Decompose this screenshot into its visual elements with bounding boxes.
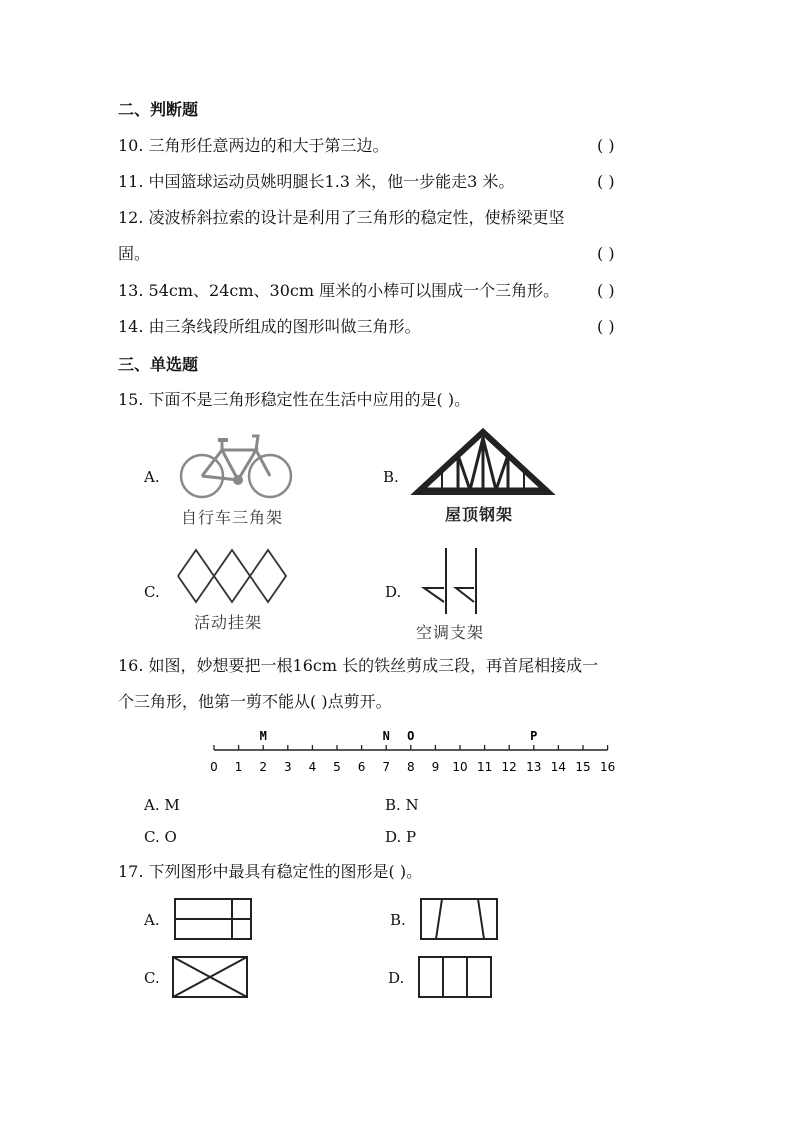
rect-trapezoid-shape-icon xyxy=(420,898,498,940)
question-17: 17. 下列图形中最具有稳定性的图形是( )。 xyxy=(118,862,423,881)
ruler-tick-label: 16 xyxy=(599,760,616,774)
ruler-tick-label: 1 xyxy=(234,760,243,774)
ruler-tick-label: 7 xyxy=(382,760,391,774)
question-14: 14. 由三条线段所组成的图形叫做三角形。 xyxy=(118,317,421,336)
ruler-tick-label: 8 xyxy=(406,760,415,774)
q17-option-d[interactable]: D. xyxy=(388,969,405,987)
q15-option-d[interactable]: D. xyxy=(385,583,402,601)
question-13: 13. 54cm、24cm、30cm 厘米的小棒可以围成一个三角形。 xyxy=(118,281,560,300)
ruler-point-n: N xyxy=(382,729,390,743)
question-11: 11. 中国篮球运动员姚明腿长1.3 米，他一步能走3 米。 xyxy=(118,172,515,191)
q15-caption-a: 自行车三角架 xyxy=(181,508,284,527)
question-12: 12. 凌波桥斜拉索的设计是利用了三角形的稳定性，使桥梁更坚 xyxy=(118,208,565,227)
ac-bracket-icon xyxy=(418,546,484,616)
q16-option-a[interactable]: A. M xyxy=(144,796,180,814)
q15-option-c[interactable]: C. xyxy=(144,583,160,601)
q15-caption-c: 活动挂架 xyxy=(194,613,263,632)
q16-option-b[interactable]: B. N xyxy=(385,796,419,814)
ruler-tick-label: 6 xyxy=(357,760,366,774)
question-16-line-2: 个三角形，他第一剪不能从( )点剪开。 xyxy=(118,692,392,711)
ruler-tick-label: 0 xyxy=(210,760,218,774)
question-16-line-1: 16. 如图，妙想要把一根16cm 长的铁丝剪成三段，再首尾相接成一 xyxy=(118,656,599,675)
section-title-judgement: 二、判断题 xyxy=(118,100,199,119)
ruler-tick-label: 5 xyxy=(333,760,341,774)
rect-grid-shape-icon xyxy=(174,898,252,940)
ruler-tick-label: 2 xyxy=(259,760,268,774)
q15-caption-b: 屋顶钢架 xyxy=(445,505,514,524)
answer-paren-11[interactable]: ( ) xyxy=(597,172,615,191)
ruler-tick-label: 13 xyxy=(526,760,542,774)
ruler-tick-label: 10 xyxy=(452,760,468,774)
rect-columns-shape-icon xyxy=(418,956,492,998)
section-title-single-choice: 三、单选题 xyxy=(118,355,199,374)
folding-rack-icon xyxy=(176,548,290,606)
q17-option-b[interactable]: B. xyxy=(390,911,406,929)
ruler-point-o: O xyxy=(407,729,415,743)
q17-option-a[interactable]: A. xyxy=(144,911,160,929)
answer-paren-10[interactable]: ( ) xyxy=(597,136,615,155)
answer-paren-13[interactable]: ( ) xyxy=(597,281,615,300)
question-15: 15. 下面不是三角形稳定性在生活中应用的是( )。 xyxy=(118,390,471,409)
ruler-point-p: P xyxy=(530,729,538,743)
ruler-tick-label: 15 xyxy=(575,760,591,774)
q15-option-b[interactable]: B. xyxy=(383,468,399,486)
q17-option-c[interactable]: C. xyxy=(144,969,160,987)
number-ruler xyxy=(200,726,620,778)
answer-paren-14[interactable]: ( ) xyxy=(597,317,615,336)
question-12-continued: 固。 xyxy=(118,244,151,263)
q16-option-d[interactable]: D. P xyxy=(385,828,417,846)
ruler-tick-label: 11 xyxy=(476,760,493,774)
roof-truss-icon xyxy=(414,428,552,498)
q15-option-a[interactable]: A. xyxy=(144,468,160,486)
q15-caption-d: 空调支架 xyxy=(416,623,485,642)
ruler-tick-label: 4 xyxy=(308,760,317,774)
rect-diagonals-shape-icon xyxy=(172,956,248,998)
ruler-tick-label: 14 xyxy=(550,760,567,774)
ruler-tick-label: 12 xyxy=(501,760,517,774)
question-10: 10. 三角形任意两边的和大于第三边。 xyxy=(118,136,389,155)
ruler-point-m: M xyxy=(259,729,267,743)
ruler-tick-label: 3 xyxy=(283,760,292,774)
answer-paren-12[interactable]: ( ) xyxy=(597,244,615,263)
ruler-tick-label: 9 xyxy=(431,760,440,774)
bicycle-icon xyxy=(178,428,298,502)
q16-option-c[interactable]: C. O xyxy=(144,828,177,846)
